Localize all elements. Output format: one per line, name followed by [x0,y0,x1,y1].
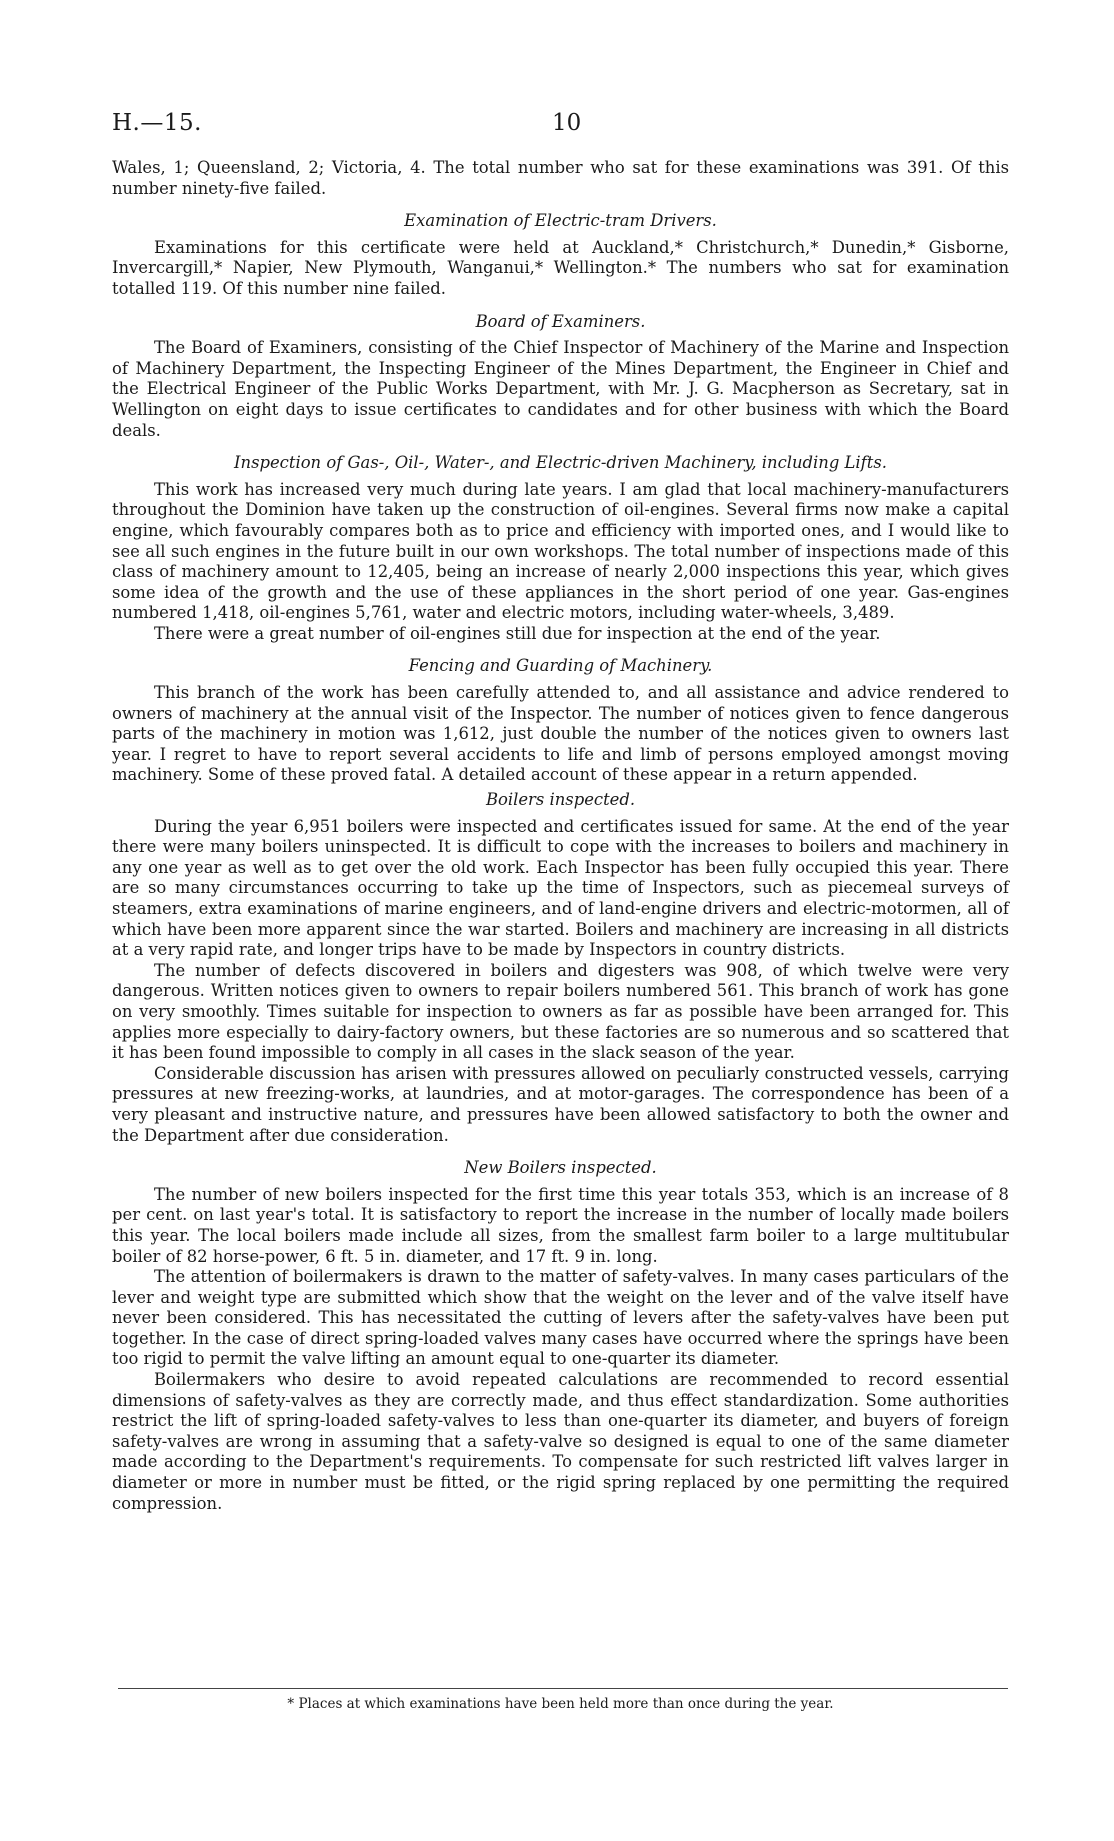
document-body [112,158,1009,1514]
page-header [112,110,1012,140]
page-number: 10 [552,110,582,136]
footnote: * Places at which examinations have been held more than once during the year. [287,1696,834,1712]
paragraph-fencing: This branch of the work has been carefully attended to, and all assistance and advice rendered to owners of machinery at the annual visit of the Inspector. The number of notices given to fence dangerous parts of the machinery in motion was 1,612, just double the number of the notices given to owners last year. I regret to have to report several accidents to life and limb of persons employed amongst moving machinery. Some of these proved fatal. A detailed account of these appear in a return appended. [112,683,1009,785]
paragraph-machinery-1: This work has increased very much during late years. I am glad that local machinery-manufacturers throughout the Dominion have taken up the construction of oil-engines. Several firms now make a capital engine, which favourably compares both as to price and efficiency with imported ones, and I would like to see all such engines in the future built in our own workshops. The total number of inspections made of this class of machinery amount to 12,405, being an increase of nearly 2,000 inspections this year, which gives some idea of the growth and the use of these appliances in the short period of one year. Gas-engines numbered 1,418, oil-engines 5,761, water and electric motors, including water-wheels, 3,489. [112,479,1009,623]
paragraph-intro: Wales, 1; Queensland, 2; Victoria, 4. The total number who sat for these examinations was 391. Of this number ninety-five failed. [112,158,1009,198]
footnote-divider [118,1688,1008,1689]
document-id: H.—15. [112,110,202,136]
paragraph-boilers-1: During the year 6,951 boilers were inspected and certificates issued for same. At the end of the year there were many boilers uninspected. It is difficult to cope with the increases to boilers and machinery in any one year as well as to get over the old work. Each Inspector has been fully occupied this year. There are so many circumstances occurring to take up the time of Inspectors, such as piecemeal surveys of steamers, extra examinations of marine engineers, and of land-engine drivers and electric-motormen, all of which have been more apparent since the war started. Boilers and machinery are increasing in all districts at a very rapid rate, and longer trips have to be made by Inspectors in country districts. [112,816,1009,960]
heading-board-of-examiners: Board of Examiners. [475,311,646,331]
paragraph-boilers-3: Considerable discussion has arisen with pressures allowed on peculiarly constructed vessels, carrying pressures at new freezing-works, at laundries, and at motor-garages. The correspondence has been of a very pleasant and instructive nature, and pressures have been allowed satisfactory to both the owner and the Department after due consideration. [112,1063,1009,1145]
paragraph-tram-examinations: Examinations for this certificate were held at Auckland,* Christchurch,* Dunedin,* Gisborne, Invercargill,* Napier, New Plymouth, Wanganui,* Wellington.* The numbers who sat for examination totalled 119. Of this number nine failed. [112,237,1009,298]
heading-fencing-guarding: Fencing and Guarding of Machinery. [408,656,713,676]
paragraph-boilers-2: The number of defects discovered in boilers and digesters was 908, of which twelve were very dangerous. Written notices given to owners to repair boilers numbered 561. This branch of work has gone on very smoothly. Times suitable for inspection to owners as far as possible have been arranged for. This applies more especially to dairy-factory owners, but these factories are so numerous and so scattered that it has been found impossible to comply in all cases in the slack season of the year. [112,960,1009,1063]
paragraph-machinery-2: There were a great number of oil-engines still due for inspection at the end of the year. [154,623,881,643]
paragraph-new-boilers-3: Boilermakers who desire to avoid repeated calculations are recommended to record essential dimensions of safety-valves as they are correctly made, and thus effect standardization. Some authorities restrict the lift of spring-loaded safety-valves to less than one-quarter its diameter, and buyers of foreign safety-valves are wrong in assuming that a safety-valve so designed is equal to one of the same diameter made according to the Department's requirements. To compensate for such restricted lift valves larger in diameter or more in number must be fitted, or the rigid spring replaced by one permitting the required compression. [112,1370,1009,1513]
heading-electric-tram-drivers: Examination of Electric-tram Drivers. [404,211,717,231]
heading-boilers-inspected: Boilers inspected. [485,790,636,810]
paragraph-new-boilers-2: The attention of boilermakers is drawn to the matter of safety-valves. In many cases particulars of the lever and weight type are submitted which show that the weight on the lever and of the valve itself have never been considered. This has necessitated the cutting of levers after the safety-valves have been put together. In the case of direct spring-loaded valves many cases have occurred where the springs have been too rigid to permit the valve lifting an amount equal to one-quarter its diameter. [112,1267,1009,1369]
heading-new-boilers-inspected: New Boilers inspected. [464,1158,657,1178]
paragraph-board: The Board of Examiners, consisting of the Chief Inspector of Machinery of the Marine and Inspection of Machinery Department, the Inspecting Engineer of the Mines Department, the Engineer in Chief and the Electrical Engineer of the Public Works Department, with Mr. J. G. Macpherson as Secretary, sat in Wellington on eight days to issue certificates to candidates and for other business with which the Board deals. [112,338,1009,440]
paragraph-new-boilers-1: The number of new boilers inspected for the first time this year totals 353, which is an increase of 8 per cent. on last year's total. It is satisfactory to report the increase in the number of locally made boilers this year. The local boilers made include all sizes, from the smallest farm boiler to a large multitubular boiler of 82 horse-power, 6 ft. 5 in. diameter, and 17 ft. 9 in. long. [112,1184,1009,1266]
heading-machinery-inspection: Inspection of Gas-, Oil-, Water-, and Electric-driven Machinery, including Lifts. [234,453,887,473]
